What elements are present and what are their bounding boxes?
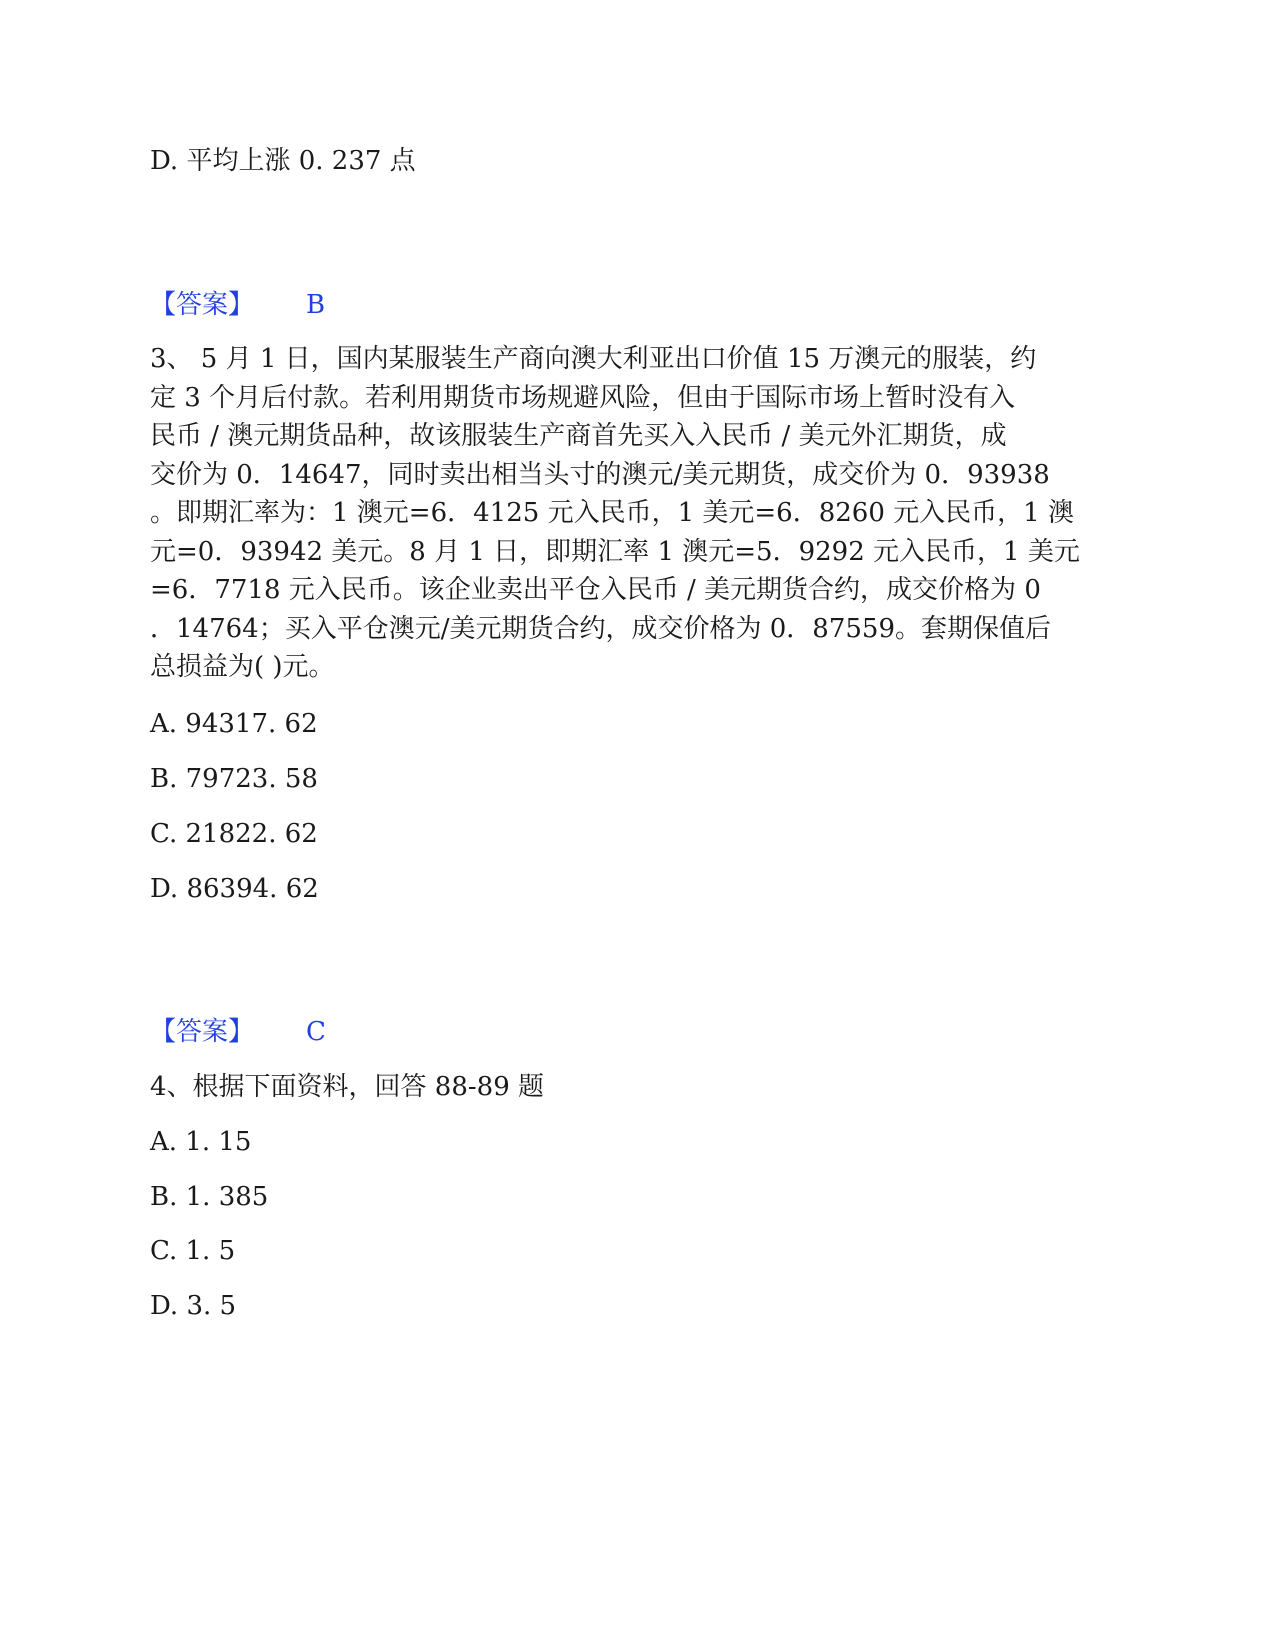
question-3-line: ．14764；买入平仓澳元/美元期货合约，成交价格为 0．87559。套期保值后	[150, 613, 1051, 644]
question-4-stem: 4、根据下面资料，回答 88-89 题	[150, 1072, 545, 1102]
question-4-option-a: A. 1. 15	[150, 1127, 252, 1157]
question-3-option-d: D. 86394. 62	[150, 874, 319, 904]
question-3-line: 元=0．93942 美元。8 月 1 日，即期汇率 1 澳元=5．9292 元入民币，1 美元	[150, 536, 1080, 567]
question-3-line: 。即期汇率为：1 澳元=6．4125 元入民币，1 美元=6．8260 元入民币，1 澳	[150, 498, 1074, 528]
question-3-option-b: B. 79723. 58	[150, 764, 318, 794]
question-3-option-a: A. 94317. 62	[150, 709, 318, 739]
question-3-line: 总损益为( )元。	[150, 652, 335, 682]
option-d-previous: D. 平均上涨 0. 237 点	[150, 146, 416, 176]
question-3-line: 交价为 0．14647，同时卖出相当头寸的澳元/美元期货，成交价为 0．93938	[150, 459, 1050, 490]
answer-row-2	[150, 1017, 326, 1047]
question-3-line: 民币 / 澳元期货品种，故该服装生产商首先买入入民币 / 美元外汇期货，成	[150, 421, 1007, 451]
answer-label: 【答案】	[150, 290, 255, 320]
answer-row-1	[150, 290, 325, 320]
answer-label: 【答案】	[150, 1017, 255, 1047]
answer-value: B	[306, 290, 326, 320]
question-3-stem	[150, 340, 1130, 687]
question-3-option-c: C. 21822. 62	[150, 819, 318, 849]
question-4-option-c: C. 1. 5	[150, 1236, 236, 1266]
question-4-option-b: B. 1. 385	[150, 1182, 269, 1212]
question-3-line: 3、 5 月 1 日，国内某服装生产商向澳大利亚出口价值 15 万澳元的服装，约	[150, 344, 1037, 374]
question-4-option-d: D. 3. 5	[150, 1291, 237, 1321]
answer-value: C	[306, 1017, 326, 1047]
question-3-line: =6．7718 元入民币。该企业卖出平仓入民币 / 美元期货合约，成交价格为 0	[150, 575, 1041, 605]
question-3-line: 定 3 个月后付款。若利用期货市场规避风险，但由于国际市场上暂时没有入	[150, 382, 1016, 413]
